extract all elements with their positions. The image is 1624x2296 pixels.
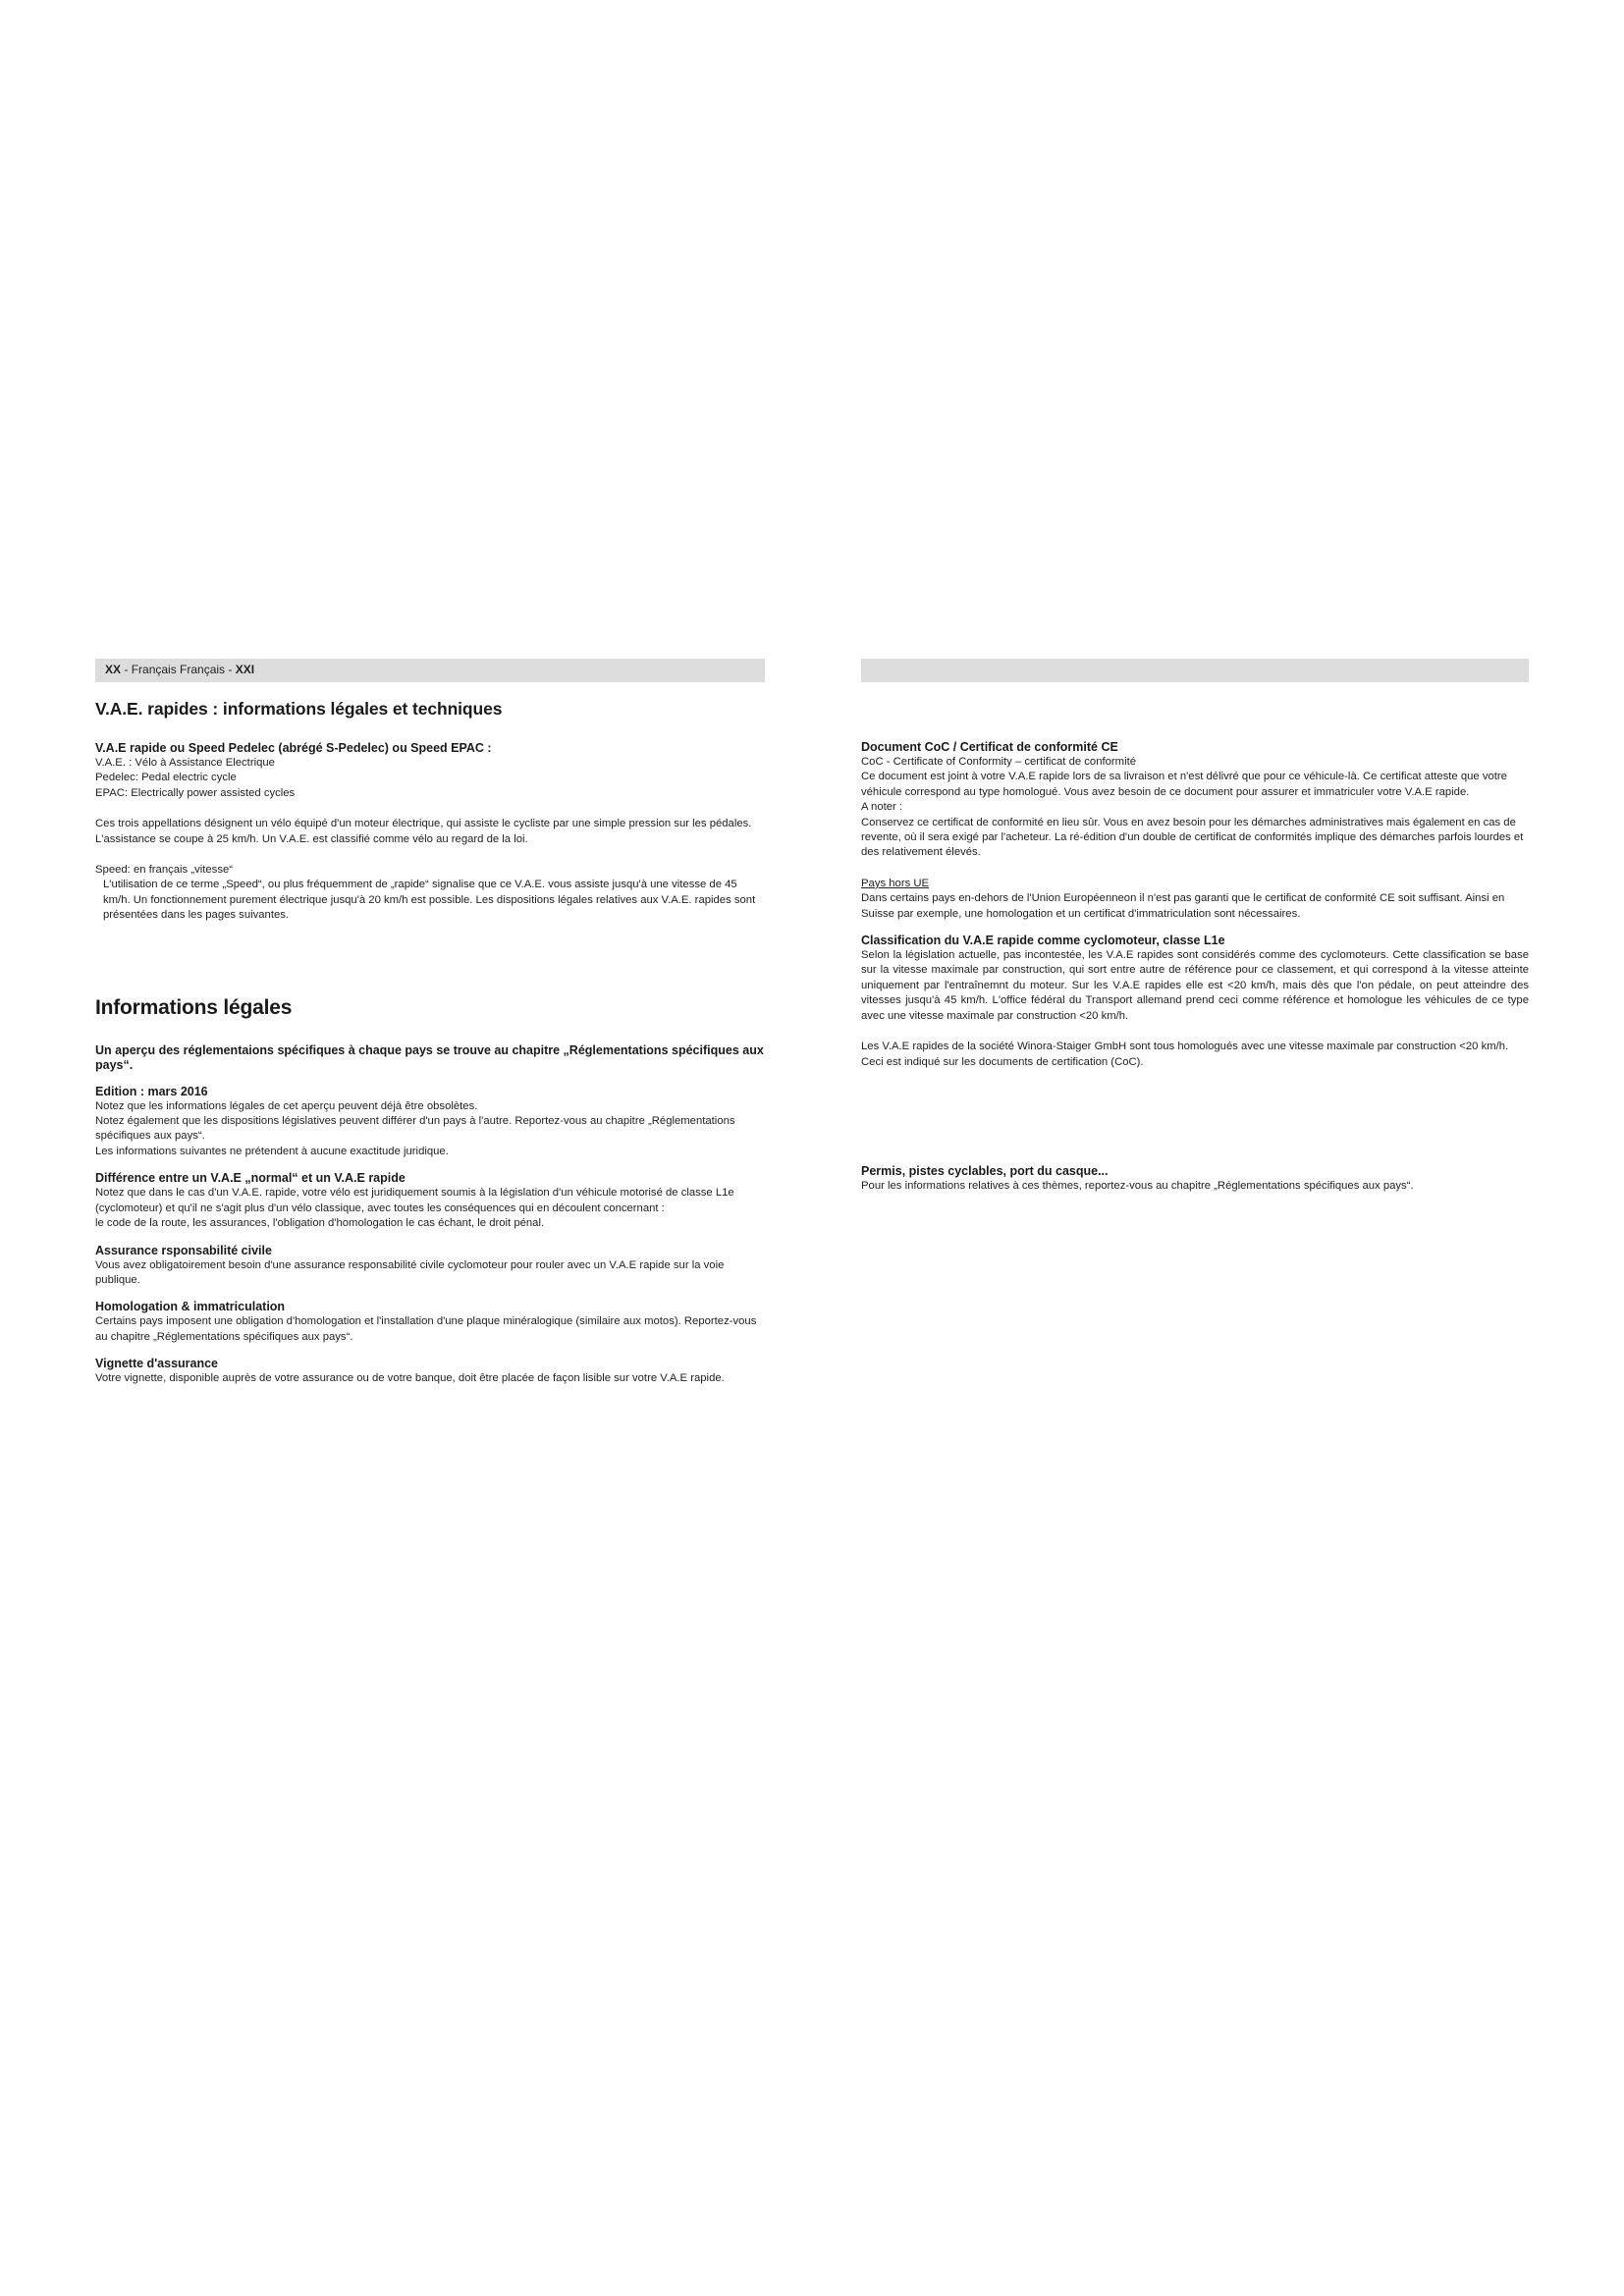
section-title-legal: Informations légales (95, 995, 293, 1019)
paragraph-note: Conservez ce certificat de conformité en lieu sûr. Vous en avez besoin pour les démarches administratives mais également en cas de revente, où il sera exigé par l'acheteur. La ré-édition d'un double de certificat de conformités implique des démarches parfois lourdes et des relativement élevés. (861, 816, 1524, 859)
edition-line: Les informations suivantes ne prétendent à aucune exactitude juridique. (95, 1145, 449, 1157)
coc-definition: CoC - Certificate of Conformity – certificat de conformité (861, 756, 1137, 768)
paragraph-permis: Pour les informations relatives à ces thèmes, reportez-vous au chapitre „Réglementations spécifiques aux pays“. (861, 1179, 1414, 1192)
page-number-left: XX (105, 663, 122, 676)
note-label: A noter : (861, 801, 903, 814)
edition-line: Notez que les informations légales de cet aperçu peuvent déjà être obsolètes. (95, 1099, 478, 1112)
paragraph-winora: Les V.A.E rapides de la société Winora-Staiger GmbH sont tous homologués avec une vitesse maximale par construction <20 km/h. Ceci est indiqué sur les documents de certification (CoC). (861, 1041, 1509, 1068)
heading-coc: Document CoC / Certificat de conformité CE (861, 740, 1118, 754)
paragraph-speed: L'utilisation de ce terme „Speed“, ou plus fréquemment de „rapide“ signalise que ce V.A.E. vous assiste jusqu'à une vitesse de 45 km/h. Un fonctionnement purement électrique jusqu'à 20 km/h est possible. Les dispositions légales relatives aux V.A.E. rapides sont présentées dans les pages suivantes. (103, 879, 756, 922)
right-column (861, 740, 1529, 1194)
paragraph-non-eu: Dans certains pays en-dehors de l'Union Européenneon il n'est pas garanti que le certificat de conformité CE soit suffisant. Ainsi en Suisse par exemple, une homologation et un certificat d'immatriculation sont nécessaires. (861, 892, 1505, 920)
left-column (95, 699, 765, 1387)
heading-permis: Permis, pistes cyclables, port du casque... (861, 1163, 1109, 1178)
page-title: V.A.E. rapides : informations légales et techniques (95, 699, 503, 719)
heading-difference: Différence entre un V.A.E „normal“ et un V.A.E rapide (95, 1171, 406, 1186)
paragraph-insurance: Vous avez obligatoirement besoin d'une assurance responsabilité civile cyclomoteur pour rouler avec un V.A.E rapide sur la voie publique. (95, 1258, 725, 1286)
paragraph-vignette: Votre vignette, disponible auprès de votre assurance ou de votre banque, doit être placée de façon lisible sur votre V.A.E rapide. (95, 1372, 725, 1385)
paragraph-classification: Selon la législation actuelle, pas incontestée, les V.A.E rapides sont considérés comme des cyclomoteurs. Cette classification se base sur la vitesse maximale par construction, qui sort entre autre de référence pour ce classement, et qui correspond à la vitesse atteinte uniquement par l'entraînemnt du moteur. Sur les V.A.E rapides elle est <20 km/h, mais dès que l'on pédale, on peut atteindre des vitesses jusqu'à 45 km/h. L'office fédéral du Transport allemand prend ceci comme référence et homologue les véhicules de ce type avec une vitesse maximale par construction <20 km/h. (861, 949, 1529, 1022)
paragraph-appellations: Ces trois appellations désignent un vélo équipé d'un moteur électrique, qui assiste le cycliste par une simple pression sur les pédales. L'assistance se coupe à 25 km/h. Un V.A.E. est classifié comme vélo au regard de la loi. (95, 818, 752, 845)
definition-line: V.A.E. : Vélo à Assistance Electrique (95, 757, 275, 769)
paragraph-difference-list: le code de la route, les assurances, l'obligation d'homologation le cas échant, le droit pénal. (95, 1217, 545, 1230)
header-bar-right (861, 659, 1529, 682)
heading-homologation: Homologation & immatriculation (95, 1300, 286, 1314)
page-number-right: XXI (235, 663, 255, 676)
speed-label: Speed: en français „vitesse“ (95, 864, 234, 877)
legal-intro: Un aperçu des réglementaions spécifiques à chaque pays se trouve au chapitre „Réglementations spécifiques aux pays“. (95, 1042, 764, 1072)
paragraph-difference: Notez que dans le cas d'un V.A.E. rapide, votre vélo est juridiquement soumis à la législation d'un véhicule motorisé de classe L1e (cyclomoteur) et qu'il ne s'agit plus d'un vélo classique, avec toutes les conséquences qui en découlent concernant : (95, 1187, 734, 1214)
page-header: XX - Français Français - XXI (105, 663, 255, 676)
definition-line: EPAC: Electrically power assisted cycles (95, 786, 296, 799)
edition-line: Notez également que les dispositions législatives peuvent différer d'un pays à l'autre. Reportez-vous au chapitre „Réglementations spécifiques aux pays“. (95, 1115, 735, 1143)
language-label: Français Français (131, 663, 226, 676)
label-non-eu: Pays hors UE (861, 877, 930, 889)
header-bar-left (95, 659, 765, 682)
definition-line: Pedelec: Pedal electric cycle (95, 772, 237, 784)
section-heading-speed-pedelec: V.A.E rapide ou Speed Pedelec (abrégé S-Pedelec) ou Speed EPAC : (95, 741, 492, 755)
heading-insurance: Assurance rsponsabilité civile (95, 1243, 272, 1257)
paragraph-coc: Ce document est joint à votre V.A.E rapide lors de sa livraison et n'est délivré que pour ce véhicule-là. Ce certificat atteste que votre véhicule correspond au type homologué. Vous avez besoin de ce document pour assurer et immatriculer votre V.A.E rapide. (861, 771, 1507, 798)
heading-vignette: Vignette d'assurance (95, 1357, 219, 1371)
paragraph-homologation: Certains pays imposent une obligation d'homologation et l'installation d'une plaque minéralogique (similaire aux motos). Reportez-vous au chapitre „Réglementations spécifiques aux pays“. (95, 1315, 757, 1343)
heading-classification: Classification du V.A.E rapide comme cyclomoteur, classe L1e (861, 934, 1225, 948)
heading-edition: Edition : mars 2016 (95, 1084, 208, 1098)
